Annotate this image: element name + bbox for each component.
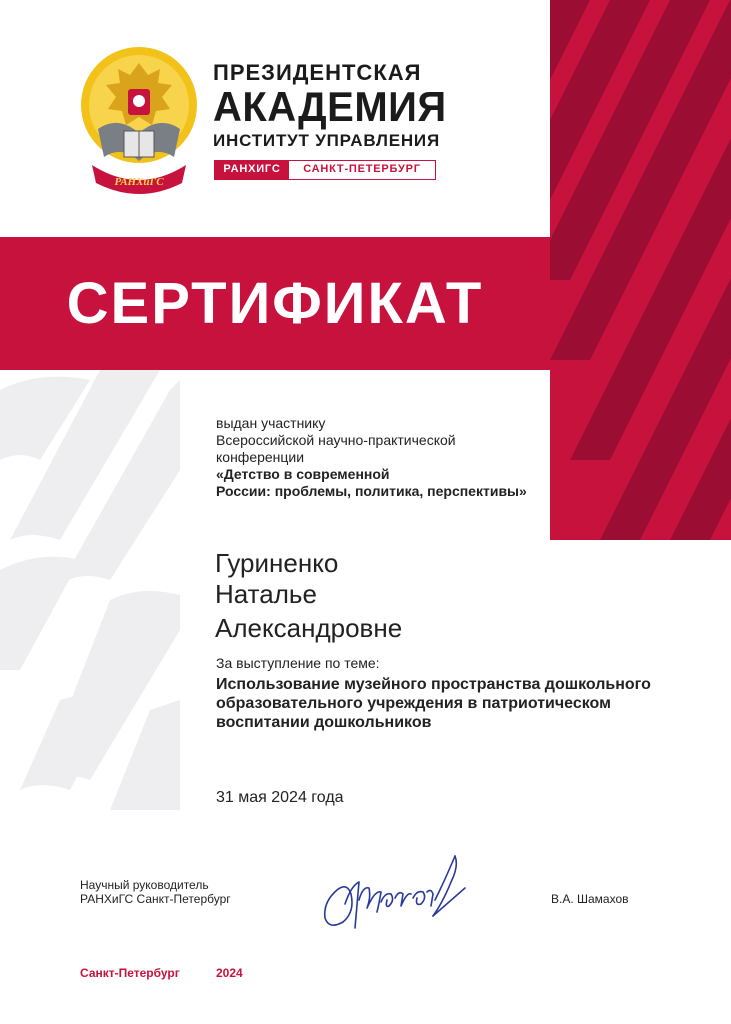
issued-line: конференции bbox=[216, 449, 305, 465]
brand-tag-ranhigs: РАНХИГС bbox=[215, 161, 289, 179]
footer-city: Санкт-Петербург bbox=[80, 966, 180, 980]
title-band bbox=[0, 237, 550, 370]
issued-line: выдан участнику bbox=[216, 415, 326, 431]
talk-title-line: воспитании дошкольников bbox=[216, 714, 432, 731]
decorative-stripes-left bbox=[0, 370, 180, 810]
brand-title-line-3: ИНСТИТУТ УПРАВЛЕНИЯ bbox=[213, 131, 440, 150]
recipient-first-name: Наталье bbox=[215, 579, 317, 609]
signer-role-line: РАНХиГС Санкт-Петербург bbox=[80, 892, 231, 906]
brand-title-line-2: АКАДЕМИЯ bbox=[213, 84, 447, 131]
signer-role bbox=[80, 878, 231, 906]
talk-title-line: образовательного учреждения в патриотическом bbox=[216, 695, 611, 712]
decorative-stripes-right bbox=[550, 0, 731, 540]
talk-title bbox=[216, 675, 696, 732]
talk-title-line: Использование музейного пространства дошкольного bbox=[216, 676, 651, 693]
recipient-patronymic: Александровне bbox=[215, 613, 403, 643]
certificate-title: СЕРТИФИКАТ bbox=[66, 271, 484, 336]
conference-title-line: России: проблемы, политика, перспективы» bbox=[216, 483, 527, 499]
academy-emblem-icon bbox=[78, 45, 200, 207]
emblem-ribbon-text: РАНХиГС bbox=[114, 176, 164, 188]
conference-title bbox=[216, 466, 527, 500]
issued-line: Всероссийской научно-практической bbox=[216, 432, 456, 448]
conference-title-line: «Детство в современной bbox=[216, 466, 390, 482]
brand-tags bbox=[214, 160, 436, 180]
issued-to-text bbox=[216, 415, 456, 466]
talk-label: За выступление по теме: bbox=[216, 655, 380, 671]
certificate-date: 31 мая 2024 года bbox=[216, 789, 344, 806]
signer-role-line: Научный руководитель bbox=[80, 878, 209, 892]
signature-icon bbox=[315, 842, 475, 934]
brand-tag-city: САНКТ-ПЕТЕРБУРГ bbox=[289, 161, 435, 179]
footer-year: 2024 bbox=[216, 966, 243, 980]
signer-name: В.А. Шамахов bbox=[551, 892, 629, 906]
recipient-surname: Гуриненко bbox=[215, 548, 339, 578]
brand-title-line-1: ПРЕЗИДЕНТСКАЯ bbox=[213, 60, 422, 85]
